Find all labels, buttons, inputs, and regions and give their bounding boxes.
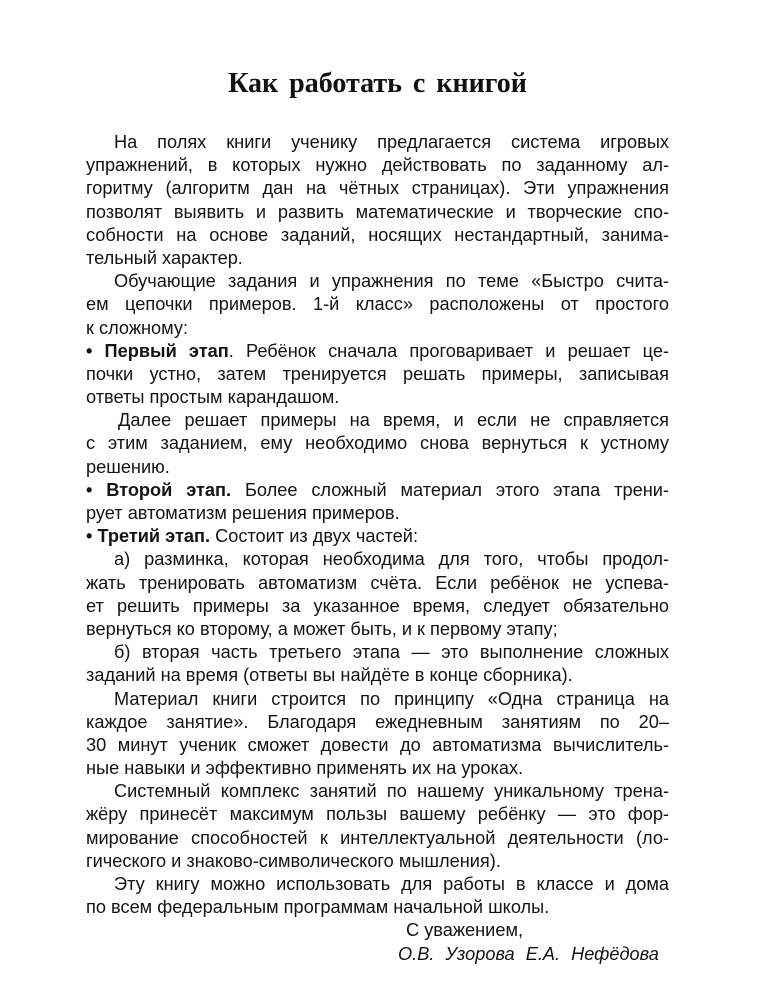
text-line-content: ем цепочки примеров. 1-й класс» расположены от простого [86, 294, 669, 315]
text-line-content: . Ребёнок сначала проговаривает и решает це- [228, 340, 669, 361]
text-line [86, 340, 669, 363]
text-line-content: На полях книги ученику предлагается система игровых [114, 132, 669, 152]
text-line-content: горитму (алгоритм дан на чётных страницах). Эти упражнения [86, 178, 669, 199]
text-line-content: заданий на время (ответы вы найдёте в конце сборника). [86, 665, 573, 686]
text-line-content: позволят выявить и развить математические и творческие спо- [86, 201, 669, 222]
text-line-content: каждое занятие». Благодаря ежедневным занятиям по 20– [86, 711, 669, 732]
text-line-content: Более сложный материал этого этапа трени- [231, 479, 669, 500]
text-line-content: Эту книгу можно использовать для работы в классе и дома [114, 874, 669, 894]
text-line-content: Обучающие задания и упражнения по теме «Быстро счита- [114, 271, 669, 292]
text-line [86, 664, 669, 687]
text-line [86, 595, 669, 618]
text-line [86, 363, 669, 386]
text-line [86, 618, 669, 641]
text-line-content: Далее решает примеры на время, и если не справляется [118, 410, 669, 431]
text-line-content: Состоит из двух частей: [210, 526, 418, 547]
text-line [86, 502, 669, 525]
text-line [86, 850, 669, 873]
text-line-content: упражнений, в которых нужно действовать по заданному ал- [86, 155, 669, 176]
text-line [86, 572, 669, 595]
text-line [86, 456, 669, 479]
text-line-content: ные навыки и эффективно применять их на уроках. [86, 758, 524, 779]
text-line-content: вернуться ко второму, а может быть, и к первому этапу; [86, 618, 558, 639]
text-line [86, 548, 669, 571]
text-line-content: ет решить примеры за указанное время, следует обязательно [86, 595, 669, 616]
text-line [86, 201, 669, 224]
text-line-content: а) разминка, которая необходима для того, чтобы продол- [114, 549, 669, 570]
text-line-content: рует автоматизм решения примеров. [86, 503, 400, 523]
signature-authors: О.В. Узорова Е.А. Нефёдова [398, 943, 659, 964]
text-line-content: с этим заданием, ему необходимо снова вернуться к устному [86, 433, 669, 454]
text-line [86, 154, 669, 177]
text-line-content: собности на основе заданий, носящих нестандартный, занима- [86, 224, 669, 245]
text-line [86, 641, 669, 664]
text-line [86, 757, 669, 780]
text-line-content: ответы простым карандашом. [86, 387, 340, 408]
text-line-content: Материал книги строится по принципу «Одна страница на [114, 688, 669, 709]
text-line [86, 734, 669, 757]
text-line-content: по всем федеральным программам начальной школы. [86, 897, 550, 918]
text-line [86, 780, 669, 803]
text-line [86, 688, 669, 711]
text-line [86, 409, 669, 432]
text-line-content: мирование способностей к интеллектуальной деятельности (ло- [86, 827, 669, 848]
text-line [86, 293, 669, 316]
text-line [86, 479, 669, 502]
text-line [86, 131, 669, 154]
text-line [86, 827, 669, 850]
text-line [86, 803, 669, 826]
text-line [86, 247, 669, 270]
text-line-content: б) вторая часть третьего этапа — это выполнение сложных [114, 642, 669, 663]
body-text [86, 131, 669, 919]
text-line [86, 873, 669, 896]
page-title: Как работать с книгой [228, 68, 527, 99]
text-line-content: решению. [86, 456, 170, 477]
text-line [86, 525, 669, 548]
text-line [86, 432, 669, 455]
text-line [86, 386, 669, 409]
text-line-content: жать тренировать автоматизм счёта. Если ребёнок не успева- [86, 572, 669, 593]
text-line-content: тельный характер. [86, 247, 243, 268]
text-line [86, 896, 669, 919]
text-line-content: жёру принесёт максимум пользы вашему ребёнку — это фор- [86, 804, 669, 825]
text-line-content: 30 минут ученик сможет довести до автоматизма вычислитель- [86, 734, 669, 755]
signature-greeting: С уважением, [406, 920, 524, 941]
stage-heading: • Третий этап. [86, 526, 211, 547]
stage-heading: • Второй этап. [86, 479, 232, 500]
stage-heading: • Первый этап [86, 340, 229, 361]
page [86, 68, 669, 966]
text-line [86, 317, 669, 340]
text-line-content: почки устно, затем тренируется решать примеры, записывая [86, 363, 669, 384]
text-line [86, 224, 669, 247]
text-line [86, 177, 669, 200]
text-line [86, 711, 669, 734]
text-line-content: к сложному: [86, 317, 189, 338]
text-line-content: гического и знаково-символического мышления). [86, 850, 501, 871]
text-line [86, 270, 669, 293]
text-line-content: Системный комплекс занятий по нашему уникальному трена- [114, 781, 669, 802]
